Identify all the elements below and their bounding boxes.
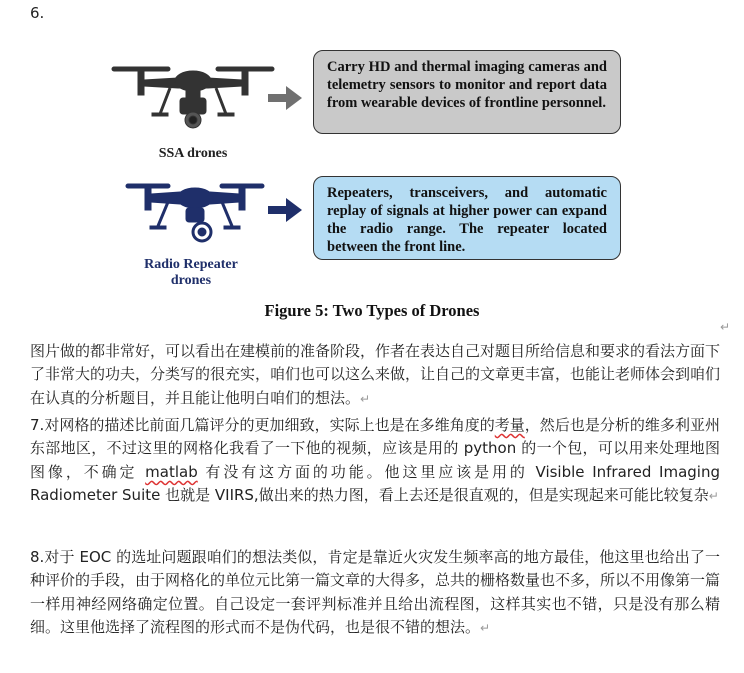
spellcheck-word: matlab (145, 462, 198, 481)
ssa-drone-label: SSA drones (158, 146, 228, 161)
paragraph-2 (30, 414, 720, 509)
paragraph-3 (30, 546, 720, 641)
paragraph-2-text-b: ，然后也是分析的维多利亚州东部地区，不过这里的网格化我看了一下他的视频，应该是用的 python 的一个包，可以用来处理地图图像，不确定 (30, 416, 720, 481)
paragraph-3-text: 8.对于 EOC 的选址问题跟咱们的想法类似，肯定是靠近火灾发生频率高的地方最佳，他这里也给出了一种评价的手段，由于网格化的单位元比第一篇文章的大得多，总共的栅格数量也不多，所以不用像第一篇一样用神经网络确定位置。自己设定一套评判标准并且给出流程图，这样其实也不错，只是没有那么精细。这里他选择了流程图的形式而不是伪代码，也是很不错的想法。 (30, 548, 721, 637)
paragraph-1 (30, 340, 720, 411)
spellcheck-word: 考量 (494, 416, 525, 434)
page-number: 6. (30, 4, 45, 22)
paragraph-2-text-a: 7.对网格的描述比前面几篇评分的更加细致，实际上也是在多维角度的 (30, 416, 495, 434)
paragraph-2-text-c: 有没有这方面的功能。他这里应该是用的 Visible Infrared Imaging Radiometer Suite 也就是 VIIRS,做出来的热力图，看上去还是很直观的，但是实现起来可能比较复杂 (30, 462, 720, 505)
radio-drone-label-line1: Radio Repeater (144, 257, 238, 272)
return-mark: ↵ (480, 621, 491, 636)
return-mark: ↵ (360, 391, 371, 406)
ssa-drone-icon (108, 58, 278, 142)
radio-drone-label-line2: drones (170, 273, 212, 288)
paragraph-1-text: 图片做的都非常好，可以看出在建模前的准备阶段，作者在表达自己对题目所给信息和要求的看法方面下了非常大的功夫，分类写的很充实，咱们也可以这么来做，让自己的文章更丰富，也能让老师体会到咱们在认真的分析题目，并且能让他明白咱们的想法。 (30, 342, 721, 407)
radio-description-panel: Repeaters, transceivers, and automatic replay of signals at higher power can expand the radio range. The repeater located between the front line. (313, 176, 621, 260)
return-mark: ↵ (720, 320, 731, 334)
radio-drone-label (130, 257, 252, 289)
return-mark: ↵ (708, 489, 719, 504)
ssa-description-panel: Carry HD and thermal imaging cameras and telemetry sensors to monitor and report data from wearable devices of frontline personnel. (313, 50, 621, 134)
radio-repeater-drone-icon (120, 180, 270, 255)
figure-caption: Figure 5: Two Types of Drones (264, 301, 480, 320)
arrow-right-icon (266, 80, 306, 116)
arrow-right-icon (266, 192, 306, 228)
